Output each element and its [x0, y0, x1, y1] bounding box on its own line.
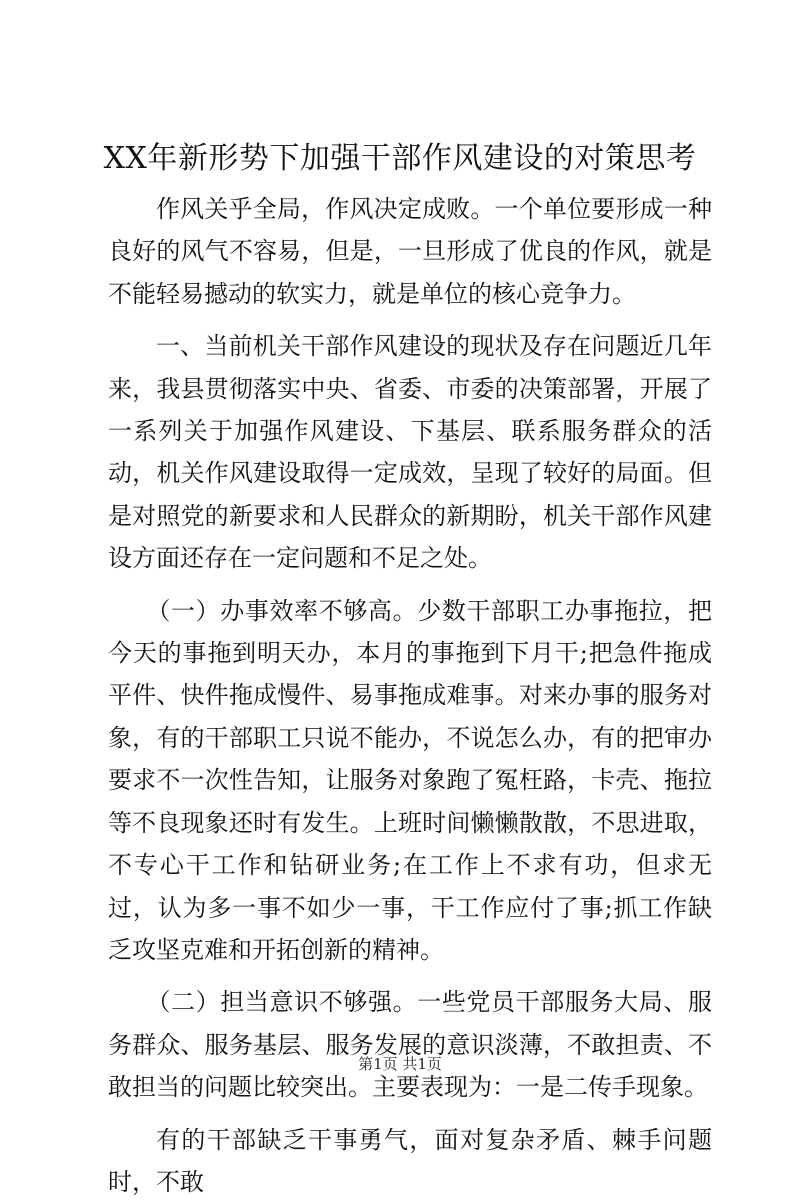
paragraph-responsibility: （二）担当意识不够强。一些党员干部服务大局、服务群众、服务基层、服务发展的意识淡薄，不敢担责、不敢担当的问题比较突出。主要表现为：一是二传手现象。: [108, 988, 712, 1102]
document-body: [108, 188, 712, 1203]
paragraph-section-one: 一、当前机关干部作风建设的现状及存在问题近几年来，我县贯彻落实中央、省委、市委的决策部署，开展了一系列关于加强作风建设、下基层、联系服务群众的活动，机关作风建设取得一定成效，呈现了较好的局面。但是对照党的新要求和人民群众的新期盼，机关干部作风建设方面还存在一定问题和不足之处。: [108, 332, 712, 573]
page-footer: 第1页 共1页: [358, 1055, 442, 1073]
paragraph-courage: 有的干部缺乏干事勇气，面对复杂矛盾、棘手问题时，不敢: [108, 1125, 712, 1196]
paragraph-intro: 作风关乎全局，作风决定成败。一个单位要形成一种良好的风气不容易，但是，一旦形成了优良的作风，就是不能轻易撼动的软实力，就是单位的核心竞争力。: [108, 195, 712, 308]
document-title: XX年新形势下加强干部作风建设的对策思考: [103, 141, 697, 176]
paragraph-efficiency: （一）办事效率不够高。少数干部职工办事拖拉，把今天的事拖到明天办，本月的事拖到下月干;把急件拖成平件、快件拖成慢件、易事拖成难事。对来办事的服务对象，有的干部职工只说不能办，不说怎么办，有的把审办要求不一次性告知，让服务对象跑了冤枉路，卡壳、拖拉等不良现象还时有发生。上班时间懒懒散散，不思进取，不专心干工作和钻研业务;在工作上不求有功，但求无过，认为多一事不如少一事，干工作应付了事;抓工作缺乏攻坚克难和开拓创新的精神。: [108, 596, 712, 964]
